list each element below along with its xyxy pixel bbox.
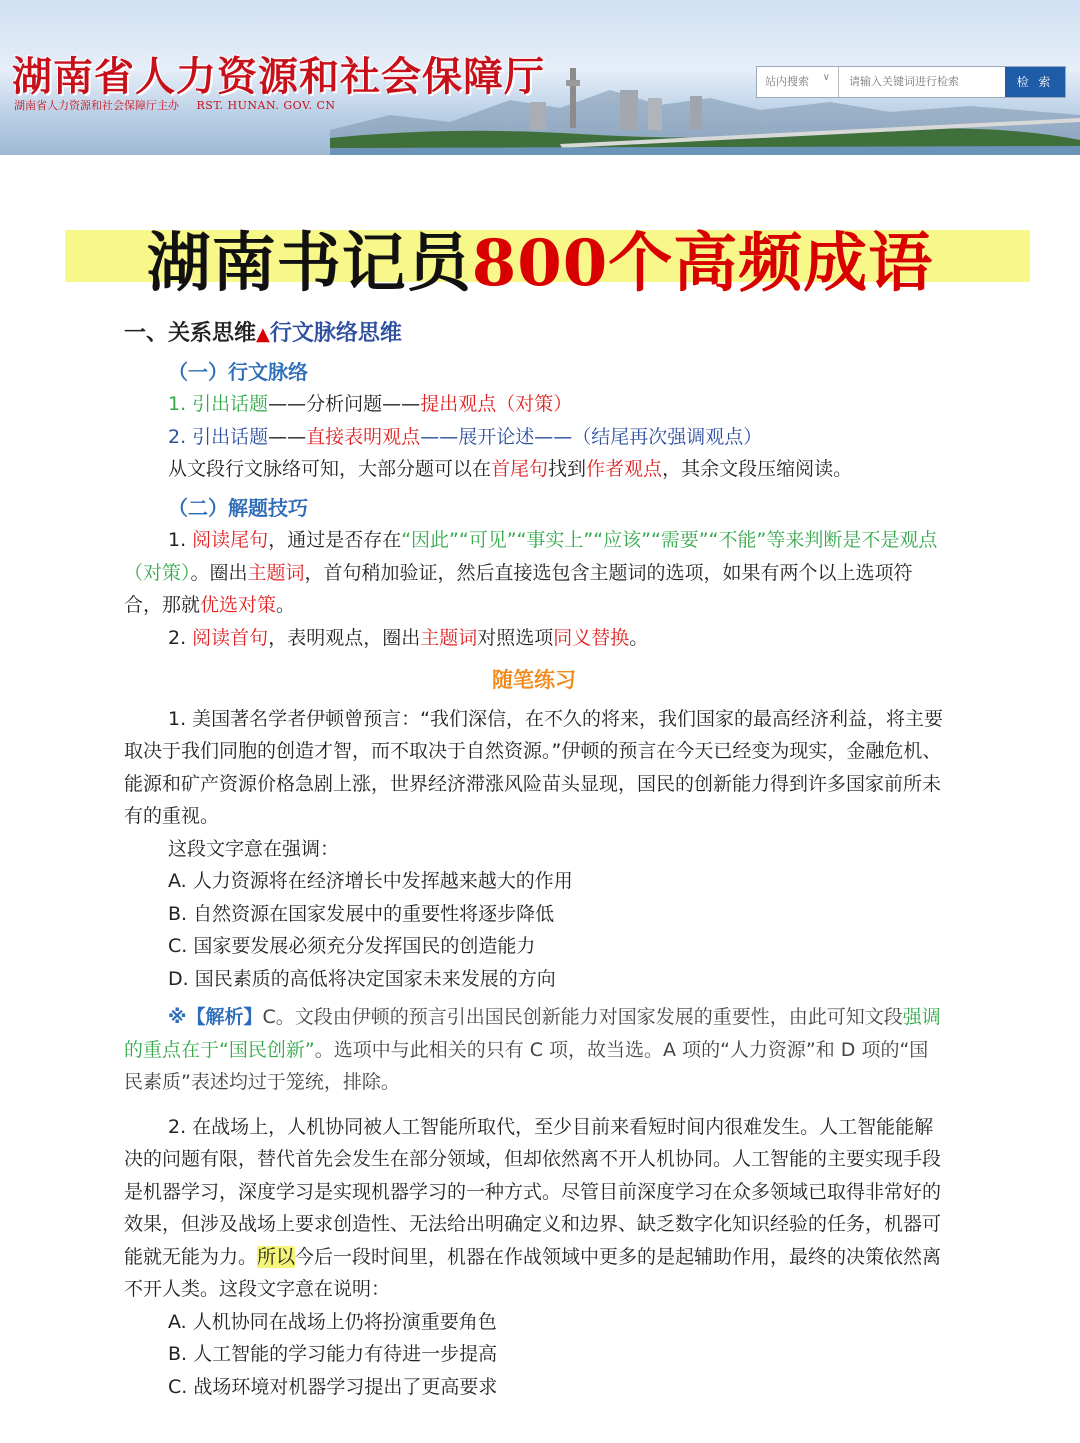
practice-heading: 随笔练习 bbox=[492, 668, 576, 692]
sponsor-text: 湖南省人力资源和社会保障厅主办 bbox=[14, 99, 179, 112]
question-1-option-b: B. 自然资源在国家发展中的重要性将逐步降低 bbox=[168, 902, 555, 925]
tip2-g: 。 bbox=[629, 626, 649, 649]
triangle-icon: ▲ bbox=[256, 324, 270, 345]
q2-stem-highlight: 所以 bbox=[257, 1245, 296, 1268]
site-domain: RST. HUNAN. GOV. CN bbox=[196, 99, 336, 112]
line1-a: 1. 引出话题 bbox=[168, 393, 269, 415]
site-title: 湖南省人力资源和社会保障厅 bbox=[12, 54, 545, 100]
question-1-option-c: C. 国家要发展必须充分发挥国民的创造能力 bbox=[168, 935, 536, 957]
question-2-option-b: B. 人工智能的学习能力有待进一步提高 bbox=[168, 1343, 498, 1365]
subheading-tips: （二）解题技巧 bbox=[168, 495, 308, 520]
tip2-c: ，表明观点，圈出 bbox=[268, 626, 421, 649]
question-1-stem: 1. 美国著名学者伊顿曾预言：“我们深信，在不久的将来，我们国家的最高经济利益，将主要取决于我们同胞的创造才智，而不取决于自然资源。”伊顿的预言在今天已经变为现实，金融危机、能源和矿产资源价格急剧上涨，世界经济滞涨风险苗头显现，国民的创新能力得到许多国家前所未有的重视。 bbox=[124, 707, 944, 827]
structure-line-1 bbox=[124, 388, 944, 421]
search-scope-label: 站内搜索 bbox=[765, 75, 809, 88]
tip2-d: 主题词 bbox=[420, 626, 478, 649]
question-1-ask: 这段文字意在强调： bbox=[168, 837, 340, 860]
question-1-option-d: D. 国民素质的高低将决定国家未来发展的方向 bbox=[168, 967, 556, 990]
tip1-f: 主题词 bbox=[247, 561, 305, 584]
line3-d: 作者观点 bbox=[586, 458, 663, 480]
analysis-b: 强调的重点在于“国民创新” bbox=[124, 1006, 941, 1061]
question-2-option-a: A. 人机协同在战场上仍将扮演重要角色 bbox=[168, 1310, 497, 1333]
site-subtitle bbox=[14, 97, 336, 113]
question-1-option-a: A. 人力资源将在经济增长中发挥越来越大的作用 bbox=[168, 870, 573, 892]
page-title-part2: 800个高频成语 bbox=[471, 226, 934, 301]
site-banner bbox=[0, 0, 1080, 155]
tip2-f: 同义替换 bbox=[553, 626, 630, 649]
tip1-b: 阅读尾句 bbox=[192, 529, 269, 551]
structure-line-2 bbox=[124, 421, 944, 454]
article-body bbox=[124, 318, 944, 1403]
line3-b: 首尾句 bbox=[491, 458, 549, 480]
search-button[interactable]: 检 索 bbox=[1005, 67, 1065, 97]
tip1-c: ，通过是否存在 bbox=[268, 529, 402, 551]
tip1-e: 。圈出 bbox=[190, 561, 248, 584]
line1-b: ——分析问题—— bbox=[268, 393, 421, 415]
analysis-mark: ※【解析】 bbox=[168, 1006, 263, 1028]
page-title-part1: 湖南书记员 bbox=[146, 226, 472, 301]
tip2-e: 对照选项 bbox=[477, 626, 554, 649]
line3-c: 找到 bbox=[548, 458, 587, 480]
question-2-option-c: C. 战场环境对机器学习提出了更高要求 bbox=[168, 1375, 498, 1398]
search-input[interactable]: 请输入关键词进行检索 bbox=[849, 75, 959, 88]
tip1-g: ，首句稍加验证，然后直接选包含主题词的选项，如果有两个以上选项符合，那就 bbox=[124, 561, 913, 616]
line2-b: —— bbox=[268, 425, 307, 448]
section-heading-b: 行文脉络思维 bbox=[269, 321, 402, 346]
search-scope-select[interactable] bbox=[757, 67, 839, 97]
analysis-c: 。选项中与此相关的只有 C 项，故当选。A 项的“人力资源”和 D 项的“国民素质”表述均过于笼统，排除。 bbox=[124, 1038, 929, 1093]
q2-stem-a: 2. 在战场上，人机协同被人工智能所取代，至少目前来看短时间内很难发生。人工智能能解决的问题有限，替代首先会发生在部分领域，但却依然离不开人机协同。人工智能的主要实现手段是机器学习，深度学习是实现机器学习的一种方式。尽管目前深度学习在众多领域已取得非常好的效果，但涉及战场上要求创造性、无法给出明确定义和边界、缺乏数字化知识经验的任务，机器可能就无能为力。 bbox=[124, 1115, 942, 1268]
line2-c: 直接表明观点 bbox=[306, 425, 421, 448]
tip-2 bbox=[124, 622, 944, 655]
line3-e: ，其余文段压缩阅读。 bbox=[662, 458, 853, 480]
structure-line-3 bbox=[124, 453, 944, 486]
line1-c: 提出观点（对策） bbox=[420, 393, 573, 415]
question-2-stem bbox=[124, 1111, 944, 1306]
tip2-a: 2. bbox=[168, 626, 193, 649]
page-title bbox=[0, 212, 1080, 304]
tip1-h: 优选对策 bbox=[200, 594, 277, 616]
line3-a: 从文段行文脉络可知，大部分题可以在 bbox=[168, 458, 492, 480]
tip1-d: “因此”“可见”“事实上”“应该”“需要”“不能”等来判断是不是观点（对策） bbox=[124, 529, 938, 584]
tip-1 bbox=[124, 524, 944, 622]
subheading-structure: （一）行文脉络 bbox=[168, 359, 308, 384]
section-heading-a: 一、关系思维 bbox=[124, 321, 257, 346]
tip2-b: 阅读首句 bbox=[192, 626, 269, 649]
q2-stem-b: 今后一段时间里，机器在作战领域中更多的是起辅助作用，最终的决策依然离不开人类。这段文字意在说明： bbox=[124, 1245, 942, 1300]
line2-d: ——展开论述——（结尾再次强调观点） bbox=[420, 425, 763, 448]
tip1-i: 。 bbox=[276, 594, 296, 616]
chevron-down-icon: ∨ bbox=[822, 72, 830, 83]
section-heading bbox=[124, 318, 944, 352]
search-bar bbox=[756, 66, 1066, 98]
line2-a: 2. 引出话题 bbox=[168, 425, 269, 448]
tip1-a: 1. bbox=[168, 529, 193, 551]
analysis-a: C。文段由伊顿的预言引出国民创新能力对国家发展的重要性，由此可知文段 bbox=[262, 1006, 903, 1028]
question-1-analysis bbox=[124, 1001, 944, 1099]
